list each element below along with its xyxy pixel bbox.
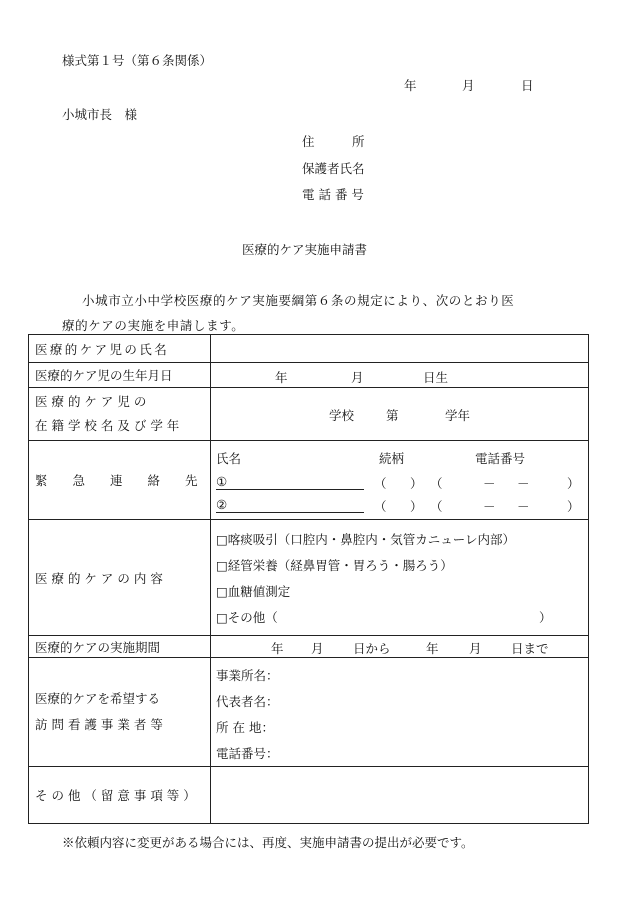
school-field[interactable]	[211, 388, 589, 441]
emergency-2-phone-dash-1: －	[483, 499, 496, 514]
intro-line-2: 療的ケアの実施を申請します。	[62, 318, 245, 333]
other-label: そ の 他 （ 留 意 事 項 等 ）	[29, 767, 211, 824]
emergency-1-phone-close: ）	[567, 476, 580, 491]
emergency-row	[29, 441, 589, 520]
emergency-header-name: 氏名	[216, 451, 242, 466]
grade-suffix: 学年	[445, 408, 471, 423]
child-dob-field[interactable]	[211, 363, 589, 388]
period-end-month: 月	[469, 641, 482, 656]
other-field[interactable]	[211, 767, 589, 824]
emergency-label: 緊 急 連 絡 先	[29, 441, 211, 520]
care-field	[211, 520, 589, 636]
school-row	[29, 388, 589, 441]
period-row	[29, 636, 589, 658]
child-name-label: 医療的ケア児の氏名	[29, 335, 211, 363]
dob-month-label: 月	[351, 370, 364, 385]
applicant-phone-label: 電 話 番 号	[302, 187, 364, 202]
grade-prefix: 第	[386, 408, 399, 423]
care-row	[29, 520, 589, 636]
applicant-address-label: 住 所	[302, 134, 365, 149]
nurse-representative[interactable]: 代表者名：	[216, 694, 279, 709]
dob-day-label: 日生	[423, 370, 449, 385]
nurse-address[interactable]: 所 在 地：	[216, 720, 274, 735]
date-day-label: 日	[521, 78, 534, 93]
emergency-contact-1[interactable]: ①	[216, 474, 364, 490]
emergency-1-phone-dash-2: －	[517, 476, 530, 491]
footer-note: ※依頼内容に変更がある場合には、再度、実施申請書の提出が必要です。	[62, 835, 474, 850]
emergency-header-phone: 電話番号	[475, 451, 526, 466]
care-option-blood-glucose[interactable]: □血糖値測定	[216, 584, 291, 599]
form-number: 様式第１号（第６条関係）	[62, 53, 213, 68]
emergency-2-phone-dash-2: －	[517, 499, 530, 514]
school-suffix: 学校	[329, 408, 355, 423]
document-title: 医療的ケア実施申請書	[242, 242, 368, 257]
period-start-day: 日から	[353, 641, 391, 656]
emergency-1-phone-dash-1: －	[483, 476, 496, 491]
period-label: 医療的ケアの実施期間	[29, 636, 211, 658]
emergency-header-relation: 続柄	[379, 451, 405, 466]
application-table	[28, 334, 589, 824]
dob-year-label: 年	[275, 370, 288, 385]
child-dob-label: 医療的ケア児の生年月日	[29, 363, 211, 388]
child-dob-row	[29, 363, 589, 388]
emergency-2-relation-open: （	[374, 499, 387, 514]
nurse-field	[211, 658, 589, 767]
care-label: 医 療 的 ケ ア の 内 容	[29, 520, 211, 636]
nurse-label: 医療的ケアを希望する 訪 問 看 護 事 業 者 等	[29, 658, 211, 767]
period-field[interactable]	[211, 636, 589, 658]
school-label: 医 療 的 ケ ア 児 の 在 籍 学 校 名 及 び 学 年	[29, 388, 211, 441]
emergency-contact-2[interactable]: ②	[216, 497, 364, 513]
emergency-field	[211, 441, 589, 520]
period-start-year: 年	[271, 641, 284, 656]
child-name-row	[29, 335, 589, 363]
nurse-row	[29, 658, 589, 767]
emergency-1-phone-open: （	[430, 476, 443, 491]
period-end-day: 日まで	[511, 641, 549, 656]
addressee: 小城市長 様	[62, 107, 138, 122]
emergency-2-relation-close: ）	[410, 499, 423, 514]
emergency-1-relation-close: ）	[410, 476, 423, 491]
intro-line-1: 小城市立小中学校医療的ケア実施要綱第６条の規定により、次のとおり医	[82, 293, 515, 308]
nurse-office-name[interactable]: 事業所名：	[216, 668, 279, 683]
care-option-other[interactable]: □その他（	[216, 610, 278, 625]
emergency-1-relation-open: （	[374, 476, 387, 491]
applicant-name-label: 保護者氏名	[302, 161, 365, 176]
date-month-label: 月	[462, 78, 475, 93]
emergency-2-phone-close: ）	[567, 499, 580, 514]
nurse-phone[interactable]: 電話番号：	[216, 746, 279, 761]
emergency-2-phone-open: （	[430, 499, 443, 514]
child-name-field[interactable]	[211, 335, 589, 363]
other-row	[29, 767, 589, 824]
care-other-close: ）	[539, 610, 552, 625]
period-start-month: 月	[311, 641, 324, 656]
period-end-year: 年	[426, 641, 439, 656]
care-option-tube-feeding[interactable]: □経管栄養（経鼻胃管・胃ろう・腸ろう）	[216, 558, 453, 573]
date-year-label: 年	[404, 78, 417, 93]
care-option-suction[interactable]: □喀痰吸引（口腔内・鼻腔内・気管カニューレ内部）	[216, 532, 516, 547]
